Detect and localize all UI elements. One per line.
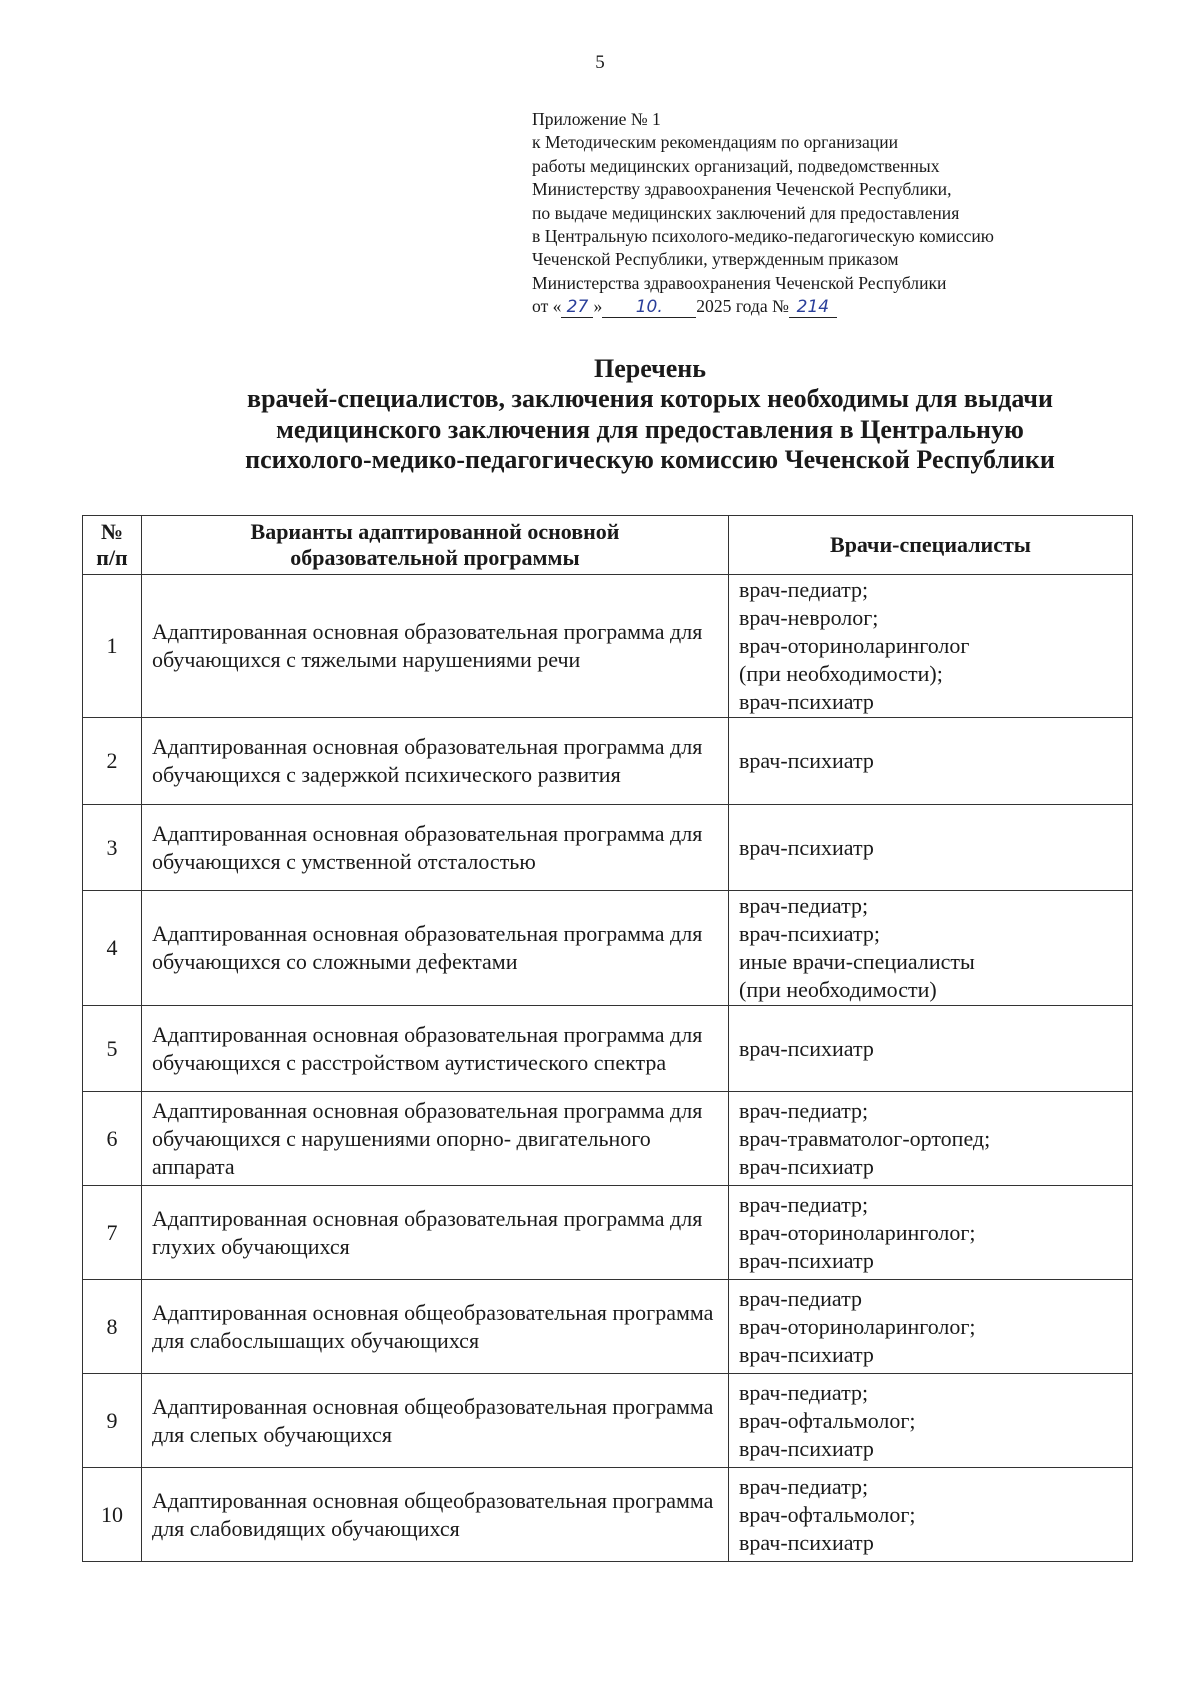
doctor-item: врач-оториноларинголог; — [739, 1219, 976, 1245]
title-line: психолого-медико-педагогическую комиссию Чеченской Республики — [245, 445, 1055, 475]
row-doctors — [729, 1006, 1133, 1092]
doctor-item: врач-психиатр — [739, 1035, 874, 1061]
doctor-item: врач-психиатр; — [739, 921, 880, 946]
doctor-item: врач-травматолог-ортопед; — [739, 1125, 991, 1151]
doctor-item: врач-педиатр; — [739, 1097, 869, 1123]
table-row — [83, 1374, 1133, 1468]
row-doctors — [729, 718, 1133, 805]
doctor-item: врач-невролог; — [739, 605, 879, 630]
title-line: Перечень — [593, 354, 707, 383]
doctor-item: врач-психиатр — [739, 1341, 874, 1367]
doctor-item: врач-педиатр; — [739, 1473, 869, 1499]
doctor-item: врач-оториноларинголог; — [739, 1313, 976, 1339]
row-program: Адаптированная основная общеобразовательная программа для слепых обучающихся — [142, 1374, 729, 1468]
row-doctors — [729, 575, 1133, 718]
appendix-line: работы медицинских организаций, подведомственных — [532, 155, 940, 176]
row-program: Адаптированная основная образовательная программа для глухих обучающихся — [142, 1186, 729, 1280]
doctor-item: врач-психиатр — [739, 834, 874, 860]
header-doctors: Врачи-специалисты — [729, 516, 1133, 575]
row-number: 6 — [83, 1092, 142, 1186]
header-num-line: № — [100, 519, 124, 544]
row-program: Адаптированная основная общеобразовательная программа для слабослышащих обучающихся — [142, 1280, 729, 1374]
appendix-line: Министерства здравоохранения Чеченской Республики — [532, 272, 947, 293]
table-row — [83, 805, 1133, 891]
row-number: 4 — [83, 891, 142, 1006]
approval-month: 10. — [602, 297, 696, 318]
row-program: Адаптированная основная образовательная программа для обучающихся с тяжелыми нарушениями речи — [142, 575, 729, 718]
doctor-item: врач-офтальмолог; — [739, 1501, 916, 1527]
doctor-item: врач-психиатр — [739, 1153, 874, 1179]
table-row — [83, 1280, 1133, 1374]
approval-mid: » — [593, 296, 603, 317]
row-number: 7 — [83, 1186, 142, 1280]
row-program: Адаптированная основная образовательная программа для обучающихся с умственной отсталостью — [142, 805, 729, 891]
header-program-line: образовательной программы — [290, 545, 580, 570]
document-title — [120, 354, 1180, 476]
row-number: 9 — [83, 1374, 142, 1468]
doctor-item: врач-педиатр — [739, 1285, 862, 1311]
header-program — [142, 516, 729, 575]
doctors-table — [82, 515, 1133, 1562]
doctor-item: врач-педиатр; — [739, 893, 869, 918]
approval-year: 2025 года № — [696, 296, 789, 317]
table-row — [83, 718, 1133, 805]
row-doctors — [729, 1374, 1133, 1468]
doctor-item: врач-педиатр; — [739, 1379, 869, 1405]
doctor-item: (при необходимости) — [739, 977, 937, 1002]
table-row — [83, 891, 1133, 1006]
doctor-item: иные врачи-специалисты — [739, 949, 975, 974]
page-number: 5 — [595, 52, 605, 73]
doctor-item: врач-психиатр — [739, 689, 874, 714]
table-row — [83, 575, 1133, 718]
appendix-line: к Методическим рекомендациям по организации — [532, 132, 899, 153]
appendix-line: Чеченской Республики, утвержденным приказом — [532, 249, 899, 270]
doctor-item: врач-психиатр — [739, 748, 874, 773]
appendix-line: Министерству здравоохранения Чеченской Республики, — [532, 179, 952, 200]
row-number: 10 — [83, 1468, 142, 1562]
header-program-line: Варианты адаптированной основной — [250, 519, 620, 544]
header-num-line: п/п — [96, 545, 128, 570]
table-row — [83, 1468, 1133, 1562]
doctor-item: врач-офтальмолог; — [739, 1407, 916, 1433]
appendix-line: по выдаче медицинских заключений для предоставления — [532, 202, 960, 223]
approval-prefix: от « — [532, 296, 562, 317]
doctor-item: врач-психиатр — [739, 1247, 874, 1273]
row-doctors — [729, 1186, 1133, 1280]
appendix-line: Приложение № 1 — [532, 109, 661, 129]
approval-day: 27 — [561, 297, 593, 318]
approval-number: 214 — [789, 297, 837, 318]
row-program: Адаптированная основная образовательная программа для обучающихся с задержкой психического развития — [142, 718, 729, 805]
approval-line — [532, 295, 1152, 318]
row-program: Адаптированная основная образовательная программа для обучающихся со сложными дефектами — [142, 891, 729, 1006]
doctor-item: врач-психиатр — [739, 1435, 874, 1461]
doctor-item: (при необходимости); — [739, 661, 943, 686]
header-num — [83, 516, 142, 575]
table-row — [83, 1092, 1133, 1186]
row-program: Адаптированная основная образовательная программа для обучающихся с нарушениями опорно- двигательного аппарата — [142, 1092, 729, 1186]
table-row — [83, 1006, 1133, 1092]
row-doctors — [729, 1468, 1133, 1562]
doctor-item: врач-оториноларинголог — [739, 633, 970, 658]
title-line: медицинского заключения для предоставления в Центральную — [276, 414, 1024, 444]
appendix-line: в Центральную психолого-медико-педагогическую комиссию — [532, 226, 994, 247]
row-number: 5 — [83, 1006, 142, 1092]
row-number: 2 — [83, 718, 142, 805]
table-header-row — [83, 516, 1133, 575]
row-program: Адаптированная основная образовательная программа для обучающихся с расстройством аутистического спектра — [142, 1006, 729, 1092]
row-number: 8 — [83, 1280, 142, 1374]
row-doctors — [729, 1092, 1133, 1186]
row-number: 1 — [83, 575, 142, 718]
table-row — [83, 1186, 1133, 1280]
row-program: Адаптированная основная общеобразовательная программа для слабовидящих обучающихся — [142, 1468, 729, 1562]
title-line: врачей-специалистов, заключения которых необходимы для выдачи — [247, 384, 1053, 414]
row-number: 3 — [83, 805, 142, 891]
doctor-item: врач-педиатр; — [739, 577, 869, 602]
doctor-item: врач-педиатр; — [739, 1191, 869, 1217]
row-doctors — [729, 891, 1133, 1006]
doctor-item: врач-психиатр — [739, 1529, 874, 1555]
row-doctors — [729, 805, 1133, 891]
appendix-block — [532, 108, 1152, 319]
row-doctors — [729, 1280, 1133, 1374]
